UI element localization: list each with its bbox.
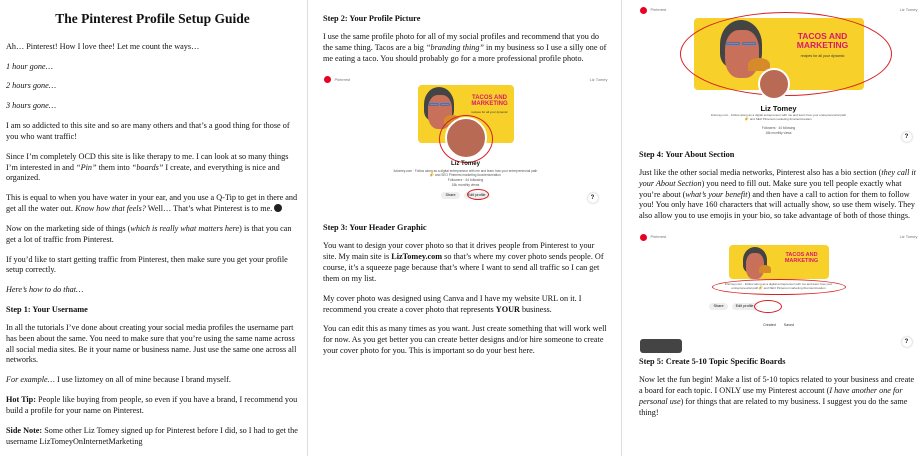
board-thumbnail[interactable] [640,339,682,353]
tab-created[interactable]: Created [763,323,776,328]
pinterest-topbar: Pinterest Liz Tomey [640,4,918,16]
traffic-paragraph: If you’d like to start getting traffic from Pinterest, then make sure you get your profile setup correctly. [6,254,288,275]
canva-paragraph: My cover photo was designed using Canva and I have my website URL on it. I recommend you create a cover photo that represents YOUR business. [323,293,582,314]
cover-photo: TACOS AND MARKETING recipes for all your dynamic [418,85,514,143]
step1-heading: Step 1: Your Username [6,305,88,315]
pinterest-profile-screenshot-3: Pinterest Liz Tomey TACOS AND MARKETING liztomey.com · Follow along as a digital entrepreneur with me and learn how your entrepreneurial path 🌮 and SEO Pinterest marketing #contentcreation Share Edit profile Created Saved ? [640,231,918,351]
pinterest-topbar: Pinterest Liz Tomey [324,73,608,85]
ocd-paragraph: Since I’m completely OCD this site is like therapy to me. I can look at so many things I’m interested in and “Pin” them into “boards” I create, and everything is nice and organized. [6,151,289,183]
pinterest-profile-screenshot-1: Pinterest Liz Tomey TACOS AND MARKETING recipes for all your dynamic Liz Tomey liztomey.com · Follow along as a digital entrepreneur with me and learn how your entrepreneurial path 🌮 and SEO Pinterest marketing #contentcreation Followers · 44 following 18k monthly views Share Edit profile ? [324,73,608,211]
edit-profile-button[interactable]: Edit profile [732,303,758,310]
time-gone-1: 1 hour gone… [6,61,53,71]
help-icon[interactable]: ? [902,132,912,142]
username-paragraph: In all the tutorials I’ve done about creating your social media profiles the username part has been about the same. You need to make sure that you’re using the same name across all social media sites. Be it your name or business name. Just use the same one across all networks. [6,323,297,365]
column-left [0,0,305,456]
pinterest-logo-icon [640,7,647,14]
time-gone-2: 2 hours gone… [6,81,57,91]
howto-line: Here’s how to do that… [6,285,84,295]
qtip-paragraph: This is equal to when you have water in your ear, and you use a Q-Tip to get in there and get all the water out. Know how that feels? Well… That’s what Pinterest is to me. [6,193,298,214]
cover-photo: TACOS AND MARKETING recipes for all your dynamic [694,18,864,90]
emoji-icon [274,204,282,212]
step3-heading: Step 3: Your Header Graphic [323,223,427,233]
share-button[interactable]: Share [709,303,727,310]
help-icon[interactable]: ? [588,193,598,203]
cover-photo: TACOS AND MARKETING [729,245,829,279]
avatar [758,68,790,100]
step2-heading: Step 2: Your Profile Picture [323,14,421,23]
profile-picture-paragraph: I use the same profile photo for all of my social profiles and recommend that you do the same thing. Tacos are a big “branding thing” in my business so I use a silly one of me eating a taco. You should probably go for a more professional profile photo. [323,31,607,63]
column-right [626,0,924,456]
column-divider [621,0,622,456]
pinterest-logo-icon [640,234,647,241]
step5-heading: Step 5: Create 5-10 Topic Specific Boards [639,357,786,367]
tab-saved[interactable]: Saved [783,323,794,328]
highlight-circle [754,300,782,313]
pinterest-logo-icon [324,76,331,83]
example-paragraph: For example… I use liztomey on all of mine because I brand myself. [6,375,231,385]
step4-heading: Step 4: Your About Section [639,150,735,159]
share-button[interactable]: Share [441,192,459,199]
time-gone-3: 3 hours gone… [6,101,57,111]
column-divider [307,0,308,456]
hot-tip: Hot Tip: People like buying from people, so even if you have a brand, I recommend you build a profile for your name on Pinterest. [6,395,298,415]
edit-profile-button[interactable]: Edit profile [464,192,490,199]
pinterest-topbar: Pinterest Liz Tomey [640,231,918,243]
page-title: The Pinterest Profile Setup Guide [55,11,250,26]
intro-paragraph: Ah… Pinterest! How I love thee! Let me count the ways… [6,41,200,51]
addicted-paragraph: I am so addicted to this site and so are many others and that’s a good thing for those of you who want traffic! [6,121,290,141]
highlight-circle [712,279,846,295]
highlight-circle [439,115,493,163]
boards-paragraph: Now let the fun begin! Make a list of 5-10 topics related to your business and create a board for each topic. I ONLY use my Pinterest account (I have another one for personal use) for things that are related to my business. I suggest you do the same thing! [639,375,915,417]
marketing-paragraph: Now on the marketing side of things (which is really what matters here) is that you can get a lot of traffic from Pinterest. [6,223,292,244]
help-icon[interactable]: ? [902,337,912,347]
side-note: Side Note: Some other Liz Tomey signed up for Pinterest before I did, so I had to get the username LizTomeyOnInternetMarketing [6,425,298,446]
pinterest-profile-screenshot-2: Pinterest Liz Tomey TACOS AND MARKETING recipes for all your dynamic Liz Tomey liztomey.com · Follow along as a digital entrepreneur with me and learn how your entrepreneurial path 🌮 and SEO Pinterest marketing #contentcreation Followers · 44 following 18k monthly views ? [640,4,918,144]
column-middle [310,0,618,456]
edit-cover-paragraph: You can edit this as many times as you want. Just create something that will work well for now. As you get better you can create better designs and/or hire someone to create your cover photo for you. This is important so do your best here. [323,324,607,355]
header-graphic-paragraph: You want to design your cover photo so that it drives people from Pinterest to your site. My main site is LizTomey.com so that’s where my cover photo sends people. Of course, it’s a squeeze page because that’s where I want to send all traffic so I can get them on my list. [323,241,604,283]
about-section-paragraph: Just like the other social media networks, Pinterest also has a bio section (they call it your About Section) you need to fill out. Make sure you tell people exactly what you’re about (what’s your benefit) and then have a call to action for them to follow you! You only have 160 characters that will actually show, so use them wisely. They also allow you to use emojis in your bio, so take advantage of both of those things. [639,167,916,221]
